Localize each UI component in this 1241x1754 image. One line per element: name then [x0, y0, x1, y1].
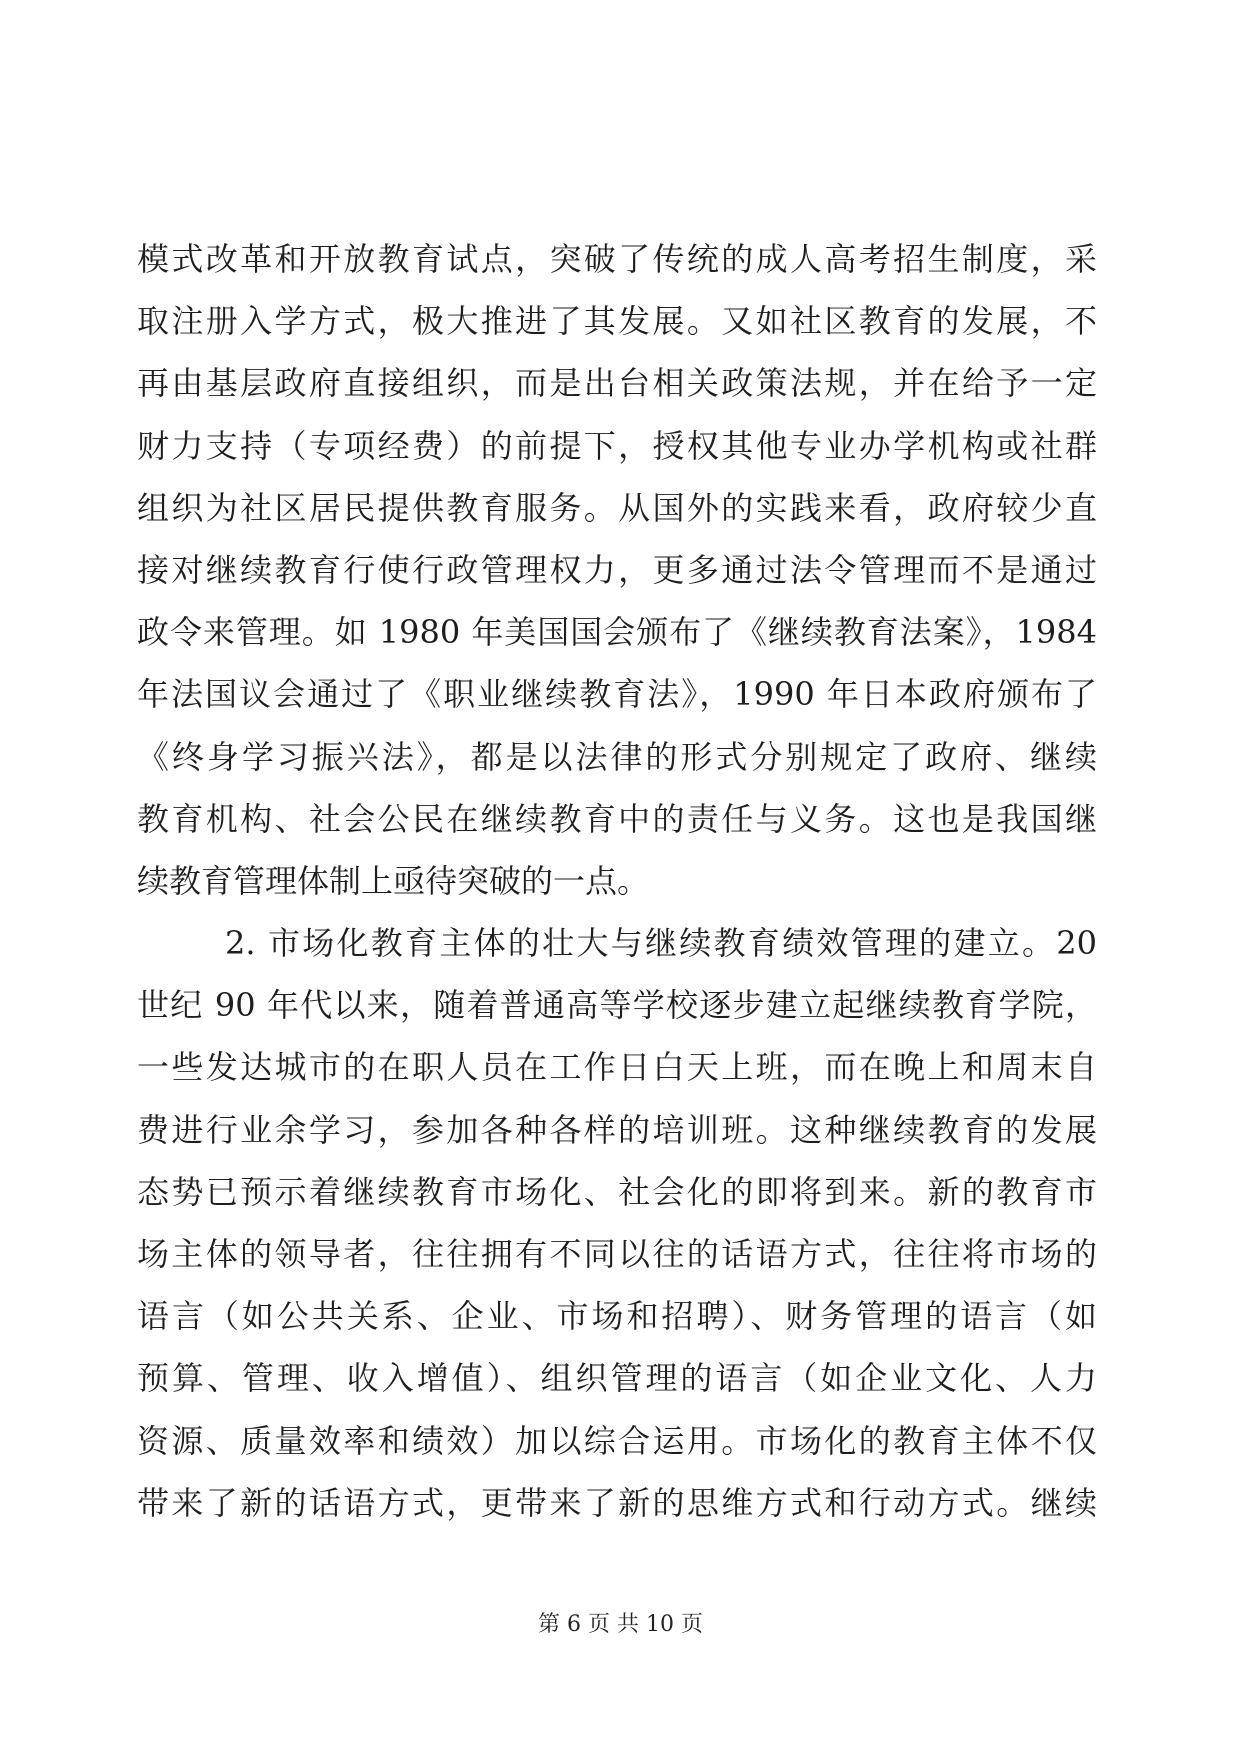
- text-line: 财力支持（专项经费）的前提下，授权其他专业办学机构或社群: [137, 426, 1097, 465]
- text-line: 接对继续教育行使行政管理权力，更多通过法令管理而不是通过: [137, 550, 1097, 589]
- text-line: 再由基层政府直接组织，而是出台相关政策法规，并在给予一定: [137, 364, 1097, 403]
- text-line: 态势已预示着继续教育市场化、社会化的即将到来。新的教育市: [137, 1172, 1097, 1211]
- page-number: 第 6 页 共 10 页: [538, 1612, 703, 1637]
- text-line: 《终身学习振兴法》，都是以法律的形式分别规定了政府、继续: [137, 737, 1097, 776]
- text-line: 年法国议会通过了《职业继续教育法》，1990 年日本政府颁布了: [137, 675, 1097, 714]
- paragraph-1: [137, 228, 1097, 912]
- text-line: 语言（如公共关系、企业、市场和招聘）、财务管理的语言（如: [137, 1297, 1097, 1336]
- text-line: 世纪 90 年代以来，随着普通高等学校逐步建立起继续教育学院，: [137, 986, 1097, 1025]
- text-line: 场主体的领导者，往往拥有不同以往的话语方式，往往将市场的: [137, 1235, 1097, 1273]
- text-line: 带来了新的话语方式，更带来了新的思维方式和行动方式。继续: [137, 1483, 1097, 1522]
- text-line: 费进行业余学习，参加各种各样的培训班。这种继续教育的发展: [137, 1110, 1097, 1149]
- text-line: 一些发达城市的在职人员在工作日白天上班，而在晚上和周末自: [137, 1048, 1097, 1087]
- text-line-last: 续教育管理体制上亟待突破的一点。: [137, 861, 650, 900]
- text-line: 取注册入学方式，极大推进了其发展。又如社区教育的发展，不: [137, 302, 1097, 341]
- text-line: 预算、管理、收入增值）、组织管理的语言（如企业文化、人力: [137, 1359, 1097, 1398]
- text-line: 教育机构、社会公民在继续教育中的责任与义务。这也是我国继: [137, 799, 1097, 838]
- text-line: 政令来管理。如 1980 年美国国会颁布了《继续教育法案》，1984: [137, 613, 1097, 652]
- document-body: [137, 228, 1097, 1534]
- text-line-first: 2. 市场化教育主体的壮大与继续教育绩效管理的建立。20: [225, 924, 1097, 963]
- text-line: 模式改革和开放教育试点，突破了传统的成人高考招生制度，采: [137, 240, 1097, 278]
- text-line: 组织为社区居民提供教育服务。从国外的实践来看，政府较少直: [137, 488, 1097, 527]
- text-line: 资源、质量效率和绩效）加以综合运用。市场化的教育主体不仅: [137, 1421, 1097, 1460]
- paragraph-2: [137, 912, 1097, 1534]
